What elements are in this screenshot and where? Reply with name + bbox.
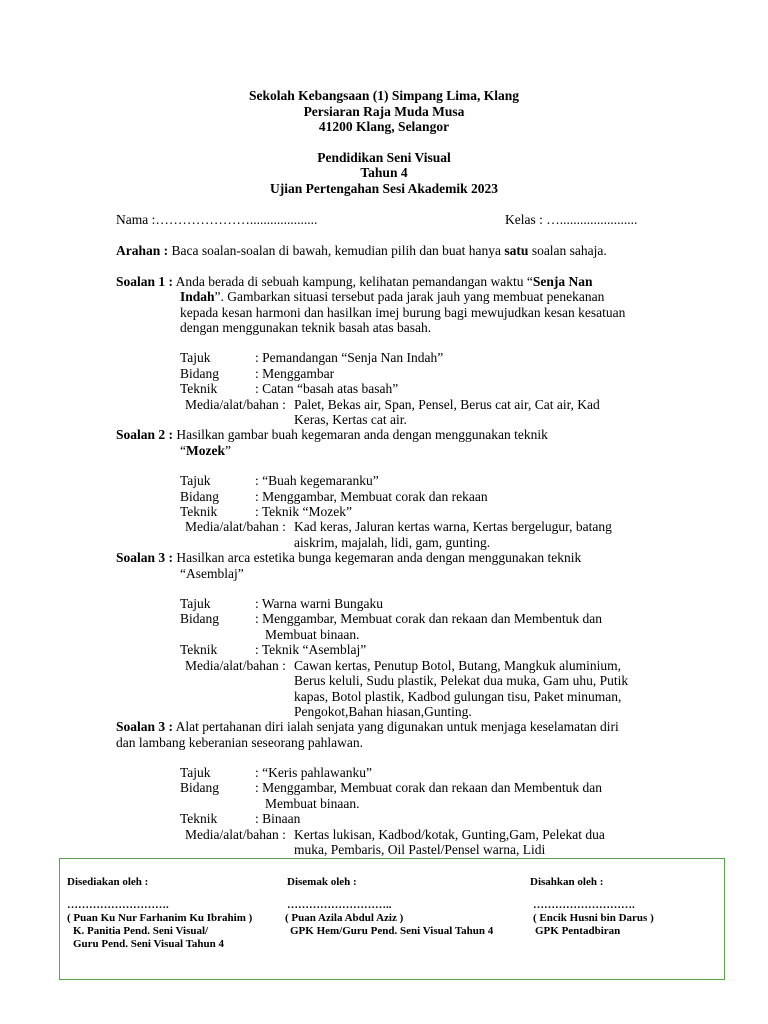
q3-teknik-label: Teknik [180, 642, 218, 657]
q3-bidang-label: Bidang [180, 611, 219, 626]
q1-line2 [180, 289, 604, 305]
q1-media-label: Media/alat/bahan : [185, 397, 286, 412]
q2-tajuk-label: Tajuk [180, 473, 211, 488]
q3-text: Hasilkan arca estetika bunga kegemaran anda dengan menggunakan teknik [173, 550, 582, 565]
q2-teknik-label: Teknik [180, 504, 218, 519]
q4-bidang-value-1: : Menggambar, Membuat corak dan rekaan dan Membentuk dan [255, 780, 602, 795]
prepared-dots: ………………………. [67, 899, 169, 911]
q4-media-2: muka, Pembaris, Oil Pastel/Pensel warna, Lidi [294, 842, 546, 857]
q4-teknik-label: Teknik [180, 811, 218, 826]
instruction [116, 243, 607, 259]
q1-tajuk-label: Tajuk [180, 350, 211, 365]
q2-quote-open: “ [180, 443, 186, 458]
q2-tajuk-value: : “Buah kegemaranku” [255, 473, 379, 488]
year-title: Tahun 4 [360, 165, 408, 180]
q4-line1 [116, 719, 619, 735]
q4-media-1: Kertas lukisan, Kadbod/kotak, Gunting,Gam, Pelekat dua [294, 827, 605, 842]
q1-line4: dengan menggunakan teknik basah atas basah. [180, 320, 432, 335]
q2-line1 [116, 427, 548, 443]
q4-line2: dan lambang keberanian seseorang pahlawan. [116, 735, 364, 750]
q2-line2 [180, 443, 231, 459]
q4-text: Alat pertahanan diri ialah senjata yang digunakan untuk menjaga keselamatan diri [173, 719, 619, 734]
q1-teknik-value: : Catan “basah atas basah” [255, 381, 399, 396]
school-name: Sekolah Kebangsaan (1) Simpang Lima, Klang [248, 88, 520, 103]
q3-teknik-value: : Teknik “Asemblaj” [255, 642, 367, 657]
q1-tajuk-value: : Pemandangan “Senja Nan Indah” [255, 350, 444, 365]
q3-bidang-value-1: : Menggambar, Membuat corak dan rekaan dan Membentuk dan [255, 611, 602, 626]
approved-label: Disahkan oleh : [530, 876, 604, 888]
instruction-text-a: Baca soalan-soalan di bawah, kemudian pilih dan buat hanya [168, 243, 505, 258]
q3-label: Soalan 3 : [116, 550, 174, 565]
q3-line2: “Asemblaj” [180, 566, 244, 581]
q1-line1 [116, 274, 593, 290]
prepared-label: Disediakan oleh : [67, 876, 149, 888]
q1-teknik-label: Teknik [180, 381, 218, 396]
q2-media-1: Kad keras, Jaluran kertas warna, Kertas bergelugur, batang [294, 519, 612, 534]
q4-label: Soalan 3 : [116, 719, 174, 734]
q1-bold-a: Senja Nan [532, 274, 593, 289]
approved-role: GPK Pentadbiran [535, 925, 621, 937]
school-city: 41200 Klang, Selangor [318, 119, 450, 134]
q4-media-label: Media/alat/bahan : [185, 827, 286, 842]
checked-label: Disemak oleh : [287, 876, 357, 888]
class-field: Kelas : …....................... [505, 212, 638, 227]
q1-bold-b: Indah [180, 289, 215, 304]
q4-bidang-value-2: Membuat binaan. [265, 796, 360, 811]
name-field: Nama :………………….................... [116, 212, 318, 227]
q1-label: Soalan 1 : [116, 274, 174, 289]
q3-media-2: Berus keluli, Sudu plastik, Pelekat dua muka, Gam uhu, Putik [294, 673, 629, 688]
q3-media-1: Cawan kertas, Penutup Botol, Butang, Mangkuk aluminium, [294, 658, 621, 673]
q1-bidang-label: Bidang [180, 366, 219, 381]
q2-bidang-label: Bidang [180, 489, 219, 504]
q1-line3: kepada kesan harmoni dan hasilkan imej burung bagi mewujudkan kesan kesatuan [180, 305, 626, 320]
checked-dots: ……………………….. [287, 899, 392, 911]
q2-quote-close: ” [224, 443, 231, 458]
q3-media-3: kapas, Botol plastik, Kadbod gulungan tisu, Paket minuman, [294, 689, 622, 704]
checked-role: GPK Hem/Guru Pend. Seni Visual Tahun 4 [290, 925, 494, 937]
q3-tajuk-label: Tajuk [180, 596, 211, 611]
q3-line1 [116, 550, 581, 566]
q2-text: Hasilkan gambar buah kegemaran anda dengan menggunakan teknik [173, 427, 548, 442]
q3-bidang-value-2: Membuat binaan. [265, 627, 360, 642]
q2-teknik-value: : Teknik “Mozek” [255, 504, 353, 519]
q4-tajuk-label: Tajuk [180, 765, 211, 780]
q2-bold: Mozek [186, 443, 225, 458]
q2-media-2: aiskrim, majalah, lidi, gam, gunting. [294, 535, 491, 550]
q3-media-4: Pengokot,Bahan hiasan,Gunting. [294, 704, 472, 719]
q1-media-1: Palet, Bekas air, Span, Pensel, Berus cat air, Cat air, Kad [294, 397, 600, 412]
instruction-text-b: soalan sahaja. [528, 243, 607, 258]
q4-teknik-value: : Binaan [255, 811, 301, 826]
instruction-label: Arahan : [116, 243, 169, 258]
prepared-name: ( Puan Ku Nur Farhanim Ku Ibrahim ) [67, 912, 253, 924]
q1-text-2: ”. Gambarkan situasi tersebut pada jarak jauh yang membuat penekanan [214, 289, 605, 304]
prepared-role-1: K. Panitia Pend. Seni Visual/ [73, 925, 209, 937]
q3-tajuk-value: : Warna warni Bungaku [255, 596, 384, 611]
q3-media-label: Media/alat/bahan : [185, 658, 286, 673]
q4-tajuk-value: : “Keris pahlawanku” [255, 765, 372, 780]
q1-media-2: Keras, Kertas cat air. [294, 412, 407, 427]
exam-title: Ujian Pertengahan Sesi Akademik 2023 [269, 181, 499, 196]
subject-title: Pendidikan Seni Visual [317, 150, 451, 165]
q1-bidang-value: : Menggambar [255, 366, 335, 381]
instruction-bold: satu [504, 243, 529, 258]
checked-name: ( Puan Azila Abdul Aziz ) [285, 912, 404, 924]
q2-bidang-value: : Menggambar, Membuat corak dan rekaan [255, 489, 488, 504]
approved-dots: ………………………. [533, 899, 635, 911]
q2-label: Soalan 2 : [116, 427, 174, 442]
school-street: Persiaran Raja Muda Musa [303, 104, 465, 119]
q4-bidang-label: Bidang [180, 780, 219, 795]
q2-media-label: Media/alat/bahan : [185, 519, 286, 534]
approved-name: ( Encik Husni bin Darus ) [533, 912, 654, 924]
prepared-role-2: Guru Pend. Seni Visual Tahun 4 [73, 938, 225, 950]
q1-text: Anda berada di sebuah kampung, kelihatan pemandangan waktu “ [173, 274, 533, 289]
